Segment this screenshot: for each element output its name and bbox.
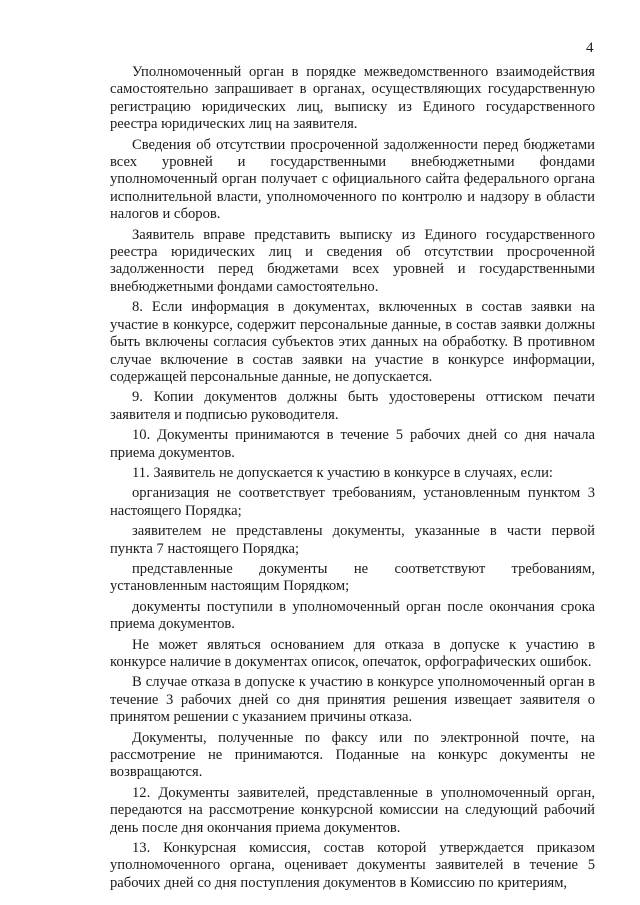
paragraph: заявителем не представлены документы, указанные в части первой пункта 7 настоящего Порядка; [110,523,595,557]
paragraph: представленные документы не соответствуют требованиям, установленным настоящим Порядком; [110,560,595,595]
paragraph: Уполномоченный орган в порядке межведомственного взаимодействия самостоятельно запрашивает в органах, осуществляющих государственную регистрацию юридических лиц, выписку из Единого государственного реестра юридических лиц на заявителя. [110,64,595,133]
paragraph: Сведения об отсутствии просроченной задолженности перед бюджетами всех уровней и государственными внебюджетными фондами уполномоченный орган получает с официального сайта федерального органа исполнительной власти, уполномоченного по контролю и надзору в области налогов и сборов. [110,136,595,223]
paragraph: 8. Если информация в документах, включенных в состав заявки на участие в конкурсе, содержит персональные данные, в состав заявки должны быть включены согласия субъектов этих данных на обработку. В противном случае включение в состав заявки на участие в конкурсе информации, содержащей персональные данные, не допускается. [110,299,595,385]
paragraph: 11. Заявитель не допускается к участию в конкурсе в случаях, если: [132,464,553,481]
paragraph: В случае отказа в допуске к участию в конкурсе уполномоченный орган в течение 3 рабочих дней со дня принятия решения извещает заявителя о принятом решении с указанием причины отказа. [110,674,595,726]
paragraph: Не может являться основанием для отказа в допуске к участию в конкурсе наличие в документах описок, опечаток, орфографических ошибок. [110,636,595,670]
paragraph: Документы, полученные по факсу или по электронной почте, на рассмотрение не принимаются. Поданные на конкурс документы не возвращаются. [110,729,595,781]
document-body [110,64,595,895]
paragraph: 12. Документы заявителей, представленные в уполномоченный орган, передаются на рассмотрение конкурсной комиссии на следующий рабочий день после дня окончания приема документов. [110,784,595,836]
paragraph: 9. Копии документов должны быть удостоверены оттиском печати заявителя и подписью руководителя. [110,389,595,423]
paragraph: 10. Документы принимаются в течение 5 рабочих дней со дня начала приема документов. [110,427,595,461]
page-number: 4 [586,40,594,56]
paragraph: документы поступили в уполномоченный орган после окончания срока приема документов. [110,598,595,633]
paragraph: Заявитель вправе представить выписку из Единого государственного реестра юридических лиц и сведения об отсутствии просроченной задолженности перед бюджетами всех уровней и государственными внебюджетными фондами самостоятельно. [110,226,595,295]
paragraph: организация не соответствует требованиям, установленным пунктом 3 настоящего Порядка; [110,485,595,519]
paragraph: 13. Конкурсная комиссия, состав которой утверждается приказом уполномоченного органа, оценивает документы заявителей в течение 5 рабочих дней со дня поступления документов в Комиссию по критериям, [110,840,595,891]
